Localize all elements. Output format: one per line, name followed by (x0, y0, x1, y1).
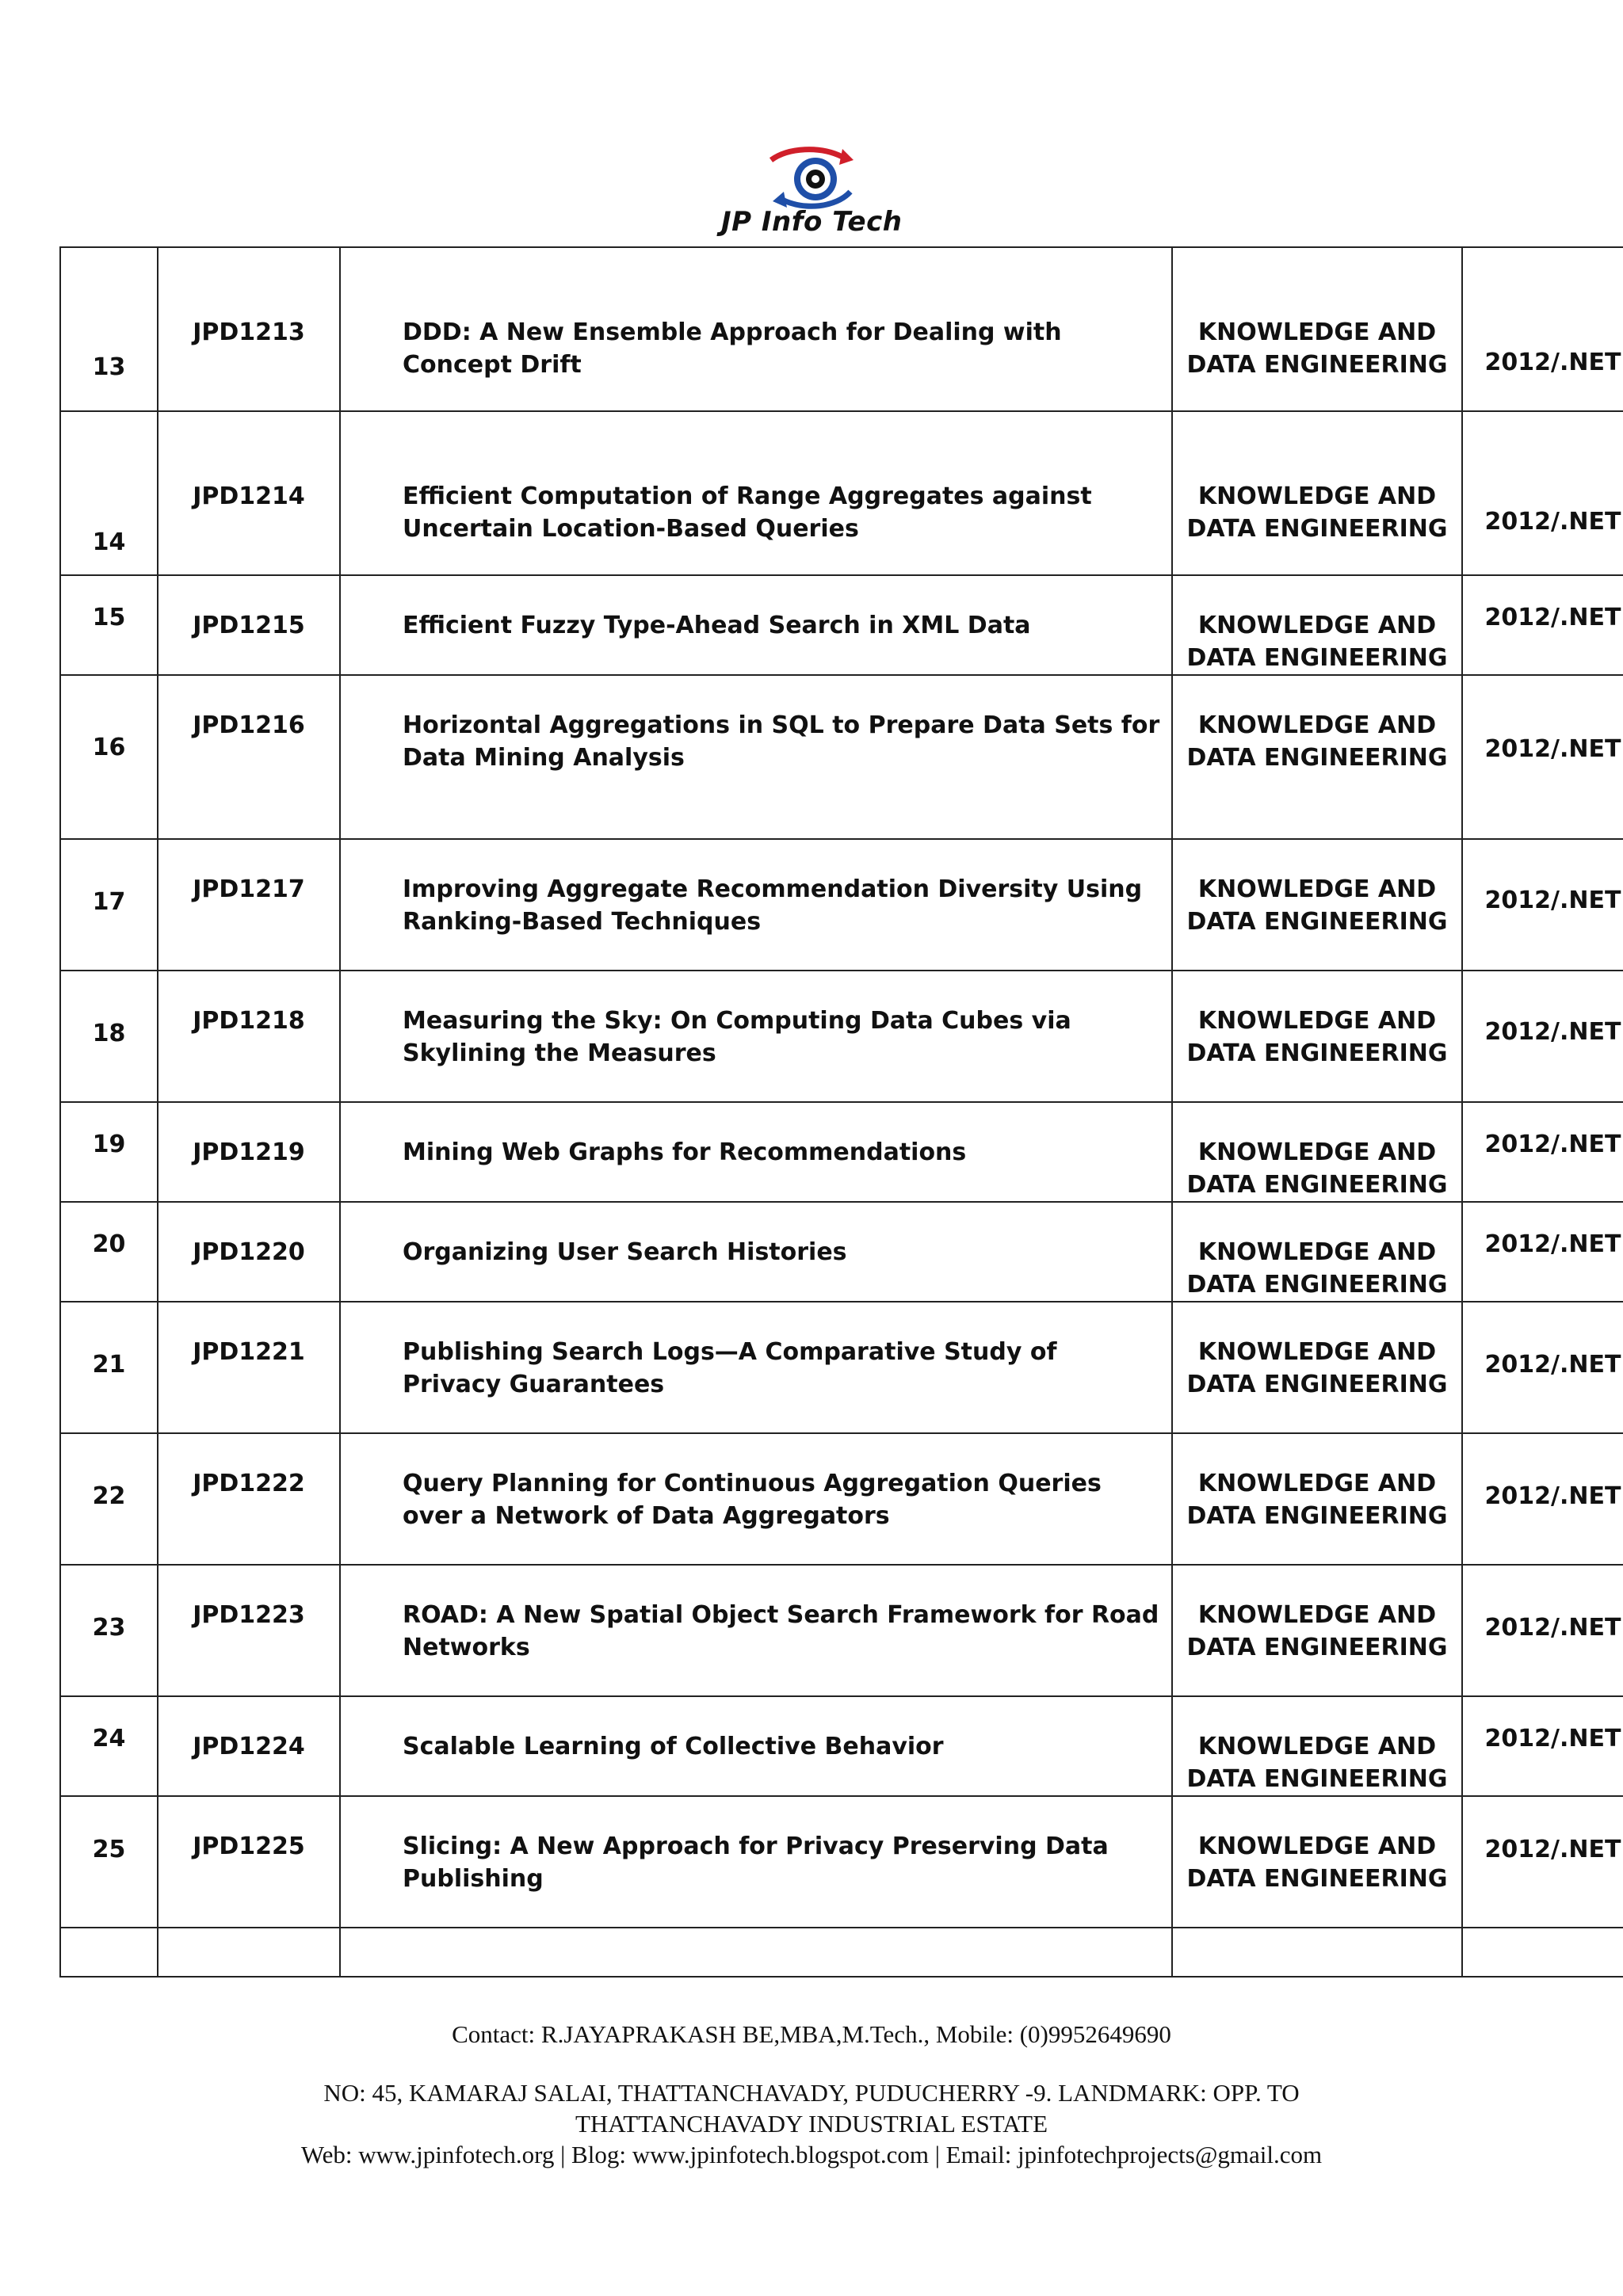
row-number-cell: 14 (60, 411, 158, 575)
row-number-cell: 19 (60, 1102, 158, 1202)
project-title-cell: Improving Aggregate Recommendation Diversity Using Ranking-Based Techniques (340, 839, 1172, 971)
projects-table (59, 246, 1623, 1978)
footer-address-line1: NO: 45, KAMARAJ SALAI, THATTANCHAVADY, PUDUCHERRY -9. LANDMARK: OPP. TO (323, 2079, 1300, 2107)
row-number-cell: 20 (60, 1202, 158, 1302)
year-platform-cell: 2012/.NET (1462, 1565, 1623, 1696)
table-row (60, 411, 1623, 575)
year-platform-cell: 2012/.NET (1462, 1302, 1623, 1433)
year-platform-cell: 2012/.NET (1462, 839, 1623, 971)
row-number-cell: 23 (60, 1565, 158, 1696)
empty-cell (1172, 1928, 1462, 1977)
project-title-cell: Scalable Learning of Collective Behavior (340, 1696, 1172, 1796)
row-number-cell: 13 (60, 247, 158, 411)
year-platform-cell: 2012/.NET (1462, 1433, 1623, 1565)
project-code-cell: JPD1218 (158, 971, 340, 1102)
footer-web-line: Web: www.jpinfotech.org | Blog: www.jpinfotech.blogspot.com | Email: jpinfotechprojects@gmail.com (300, 2141, 1323, 2168)
project-code-cell: JPD1217 (158, 839, 340, 971)
domain-cell: KNOWLEDGE AND DATA ENGINEERING (1172, 1302, 1462, 1433)
domain-cell: KNOWLEDGE AND DATA ENGINEERING (1172, 1433, 1462, 1565)
project-title-cell: Query Planning for Continuous Aggregation Queries over a Network of Data Aggregators (340, 1433, 1172, 1565)
project-title-cell: Organizing User Search Histories (340, 1202, 1172, 1302)
project-code-cell: JPD1225 (158, 1796, 340, 1928)
table-row (60, 675, 1623, 839)
project-code-cell: JPD1219 (158, 1102, 340, 1202)
table-row (60, 1302, 1623, 1433)
empty-cell (158, 1928, 340, 1977)
project-title-cell: Mining Web Graphs for Recommendations (340, 1102, 1172, 1202)
row-number-cell: 25 (60, 1796, 158, 1928)
domain-cell: KNOWLEDGE AND DATA ENGINEERING (1172, 575, 1462, 675)
project-code-cell: JPD1224 (158, 1696, 340, 1796)
project-title-cell: Efficient Fuzzy Type-Ahead Search in XML Data (340, 575, 1172, 675)
project-title-cell: Efficient Computation of Range Aggregates against Uncertain Location-Based Queries (340, 411, 1172, 575)
year-platform-cell: 2012/.NET (1462, 1696, 1623, 1796)
table-row (60, 1433, 1623, 1565)
brand-name: JP Info Tech (721, 206, 903, 238)
row-number-cell: 16 (60, 675, 158, 839)
table-row (60, 971, 1623, 1102)
project-title-cell: DDD: A New Ensemble Approach for Dealing with Concept Drift (340, 247, 1172, 411)
table-row (60, 575, 1623, 675)
empty-cell (60, 1928, 158, 1977)
year-platform-cell: 2012/.NET (1462, 1796, 1623, 1928)
domain-cell: KNOWLEDGE AND DATA ENGINEERING (1172, 971, 1462, 1102)
year-platform-cell: 2012/.NET (1462, 675, 1623, 839)
project-code-cell: JPD1215 (158, 575, 340, 675)
table-row (60, 247, 1623, 411)
domain-cell: KNOWLEDGE AND DATA ENGINEERING (1172, 1796, 1462, 1928)
table-row (60, 1102, 1623, 1202)
table-row (60, 839, 1623, 971)
project-code-cell: JPD1214 (158, 411, 340, 575)
row-number-cell: 22 (60, 1433, 158, 1565)
year-platform-cell: 2012/.NET (1462, 411, 1623, 575)
row-number-cell: 15 (60, 575, 158, 675)
row-number-cell: 24 (60, 1696, 158, 1796)
footer-contact: Contact: R.JAYAPRAKASH BE,MBA,M.Tech., Mobile: (0)9952649690 (452, 2020, 1171, 2048)
brand-logo (697, 143, 935, 246)
row-number-cell: 21 (60, 1302, 158, 1433)
domain-cell: KNOWLEDGE AND DATA ENGINEERING (1172, 1202, 1462, 1302)
project-code-cell: JPD1220 (158, 1202, 340, 1302)
table-row-empty (60, 1928, 1623, 1977)
domain-cell: KNOWLEDGE AND DATA ENGINEERING (1172, 1102, 1462, 1202)
row-number-cell: 17 (60, 839, 158, 971)
project-title-cell: Measuring the Sky: On Computing Data Cubes via Skylining the Measures (340, 971, 1172, 1102)
project-title-cell: Slicing: A New Approach for Privacy Preserving Data Publishing (340, 1796, 1172, 1928)
project-code-cell: JPD1213 (158, 247, 340, 411)
domain-cell: KNOWLEDGE AND DATA ENGINEERING (1172, 675, 1462, 839)
project-code-cell: JPD1216 (158, 675, 340, 839)
empty-cell (340, 1928, 1172, 1977)
year-platform-cell: 2012/.NET (1462, 247, 1623, 411)
project-code-cell: JPD1221 (158, 1302, 340, 1433)
year-platform-cell: 2012/.NET (1462, 1102, 1623, 1202)
row-number-cell: 18 (60, 971, 158, 1102)
domain-cell: KNOWLEDGE AND DATA ENGINEERING (1172, 1565, 1462, 1696)
domain-cell: KNOWLEDGE AND DATA ENGINEERING (1172, 247, 1462, 411)
footer-address-line2: THATTANCHAVADY INDUSTRIAL ESTATE (575, 2110, 1048, 2138)
jp-info-tech-logo-icon (765, 143, 868, 214)
year-platform-cell: 2012/.NET (1462, 1202, 1623, 1302)
table-row (60, 1202, 1623, 1302)
project-title-cell: Horizontal Aggregations in SQL to Prepare Data Sets for Data Mining Analysis (340, 675, 1172, 839)
project-title-cell: Publishing Search Logs—A Comparative Study of Privacy Guarantees (340, 1302, 1172, 1433)
year-platform-cell: 2012/.NET (1462, 971, 1623, 1102)
project-title-cell: ROAD: A New Spatial Object Search Framework for Road Networks (340, 1565, 1172, 1696)
table-row (60, 1796, 1623, 1928)
table-row (60, 1565, 1623, 1696)
domain-cell: KNOWLEDGE AND DATA ENGINEERING (1172, 1696, 1462, 1796)
empty-cell (1462, 1928, 1623, 1977)
domain-cell: KNOWLEDGE AND DATA ENGINEERING (1172, 839, 1462, 971)
project-code-cell: JPD1222 (158, 1433, 340, 1565)
year-platform-cell: 2012/.NET (1462, 575, 1623, 675)
project-code-cell: JPD1223 (158, 1565, 340, 1696)
table-row (60, 1696, 1623, 1796)
domain-cell: KNOWLEDGE AND DATA ENGINEERING (1172, 411, 1462, 575)
